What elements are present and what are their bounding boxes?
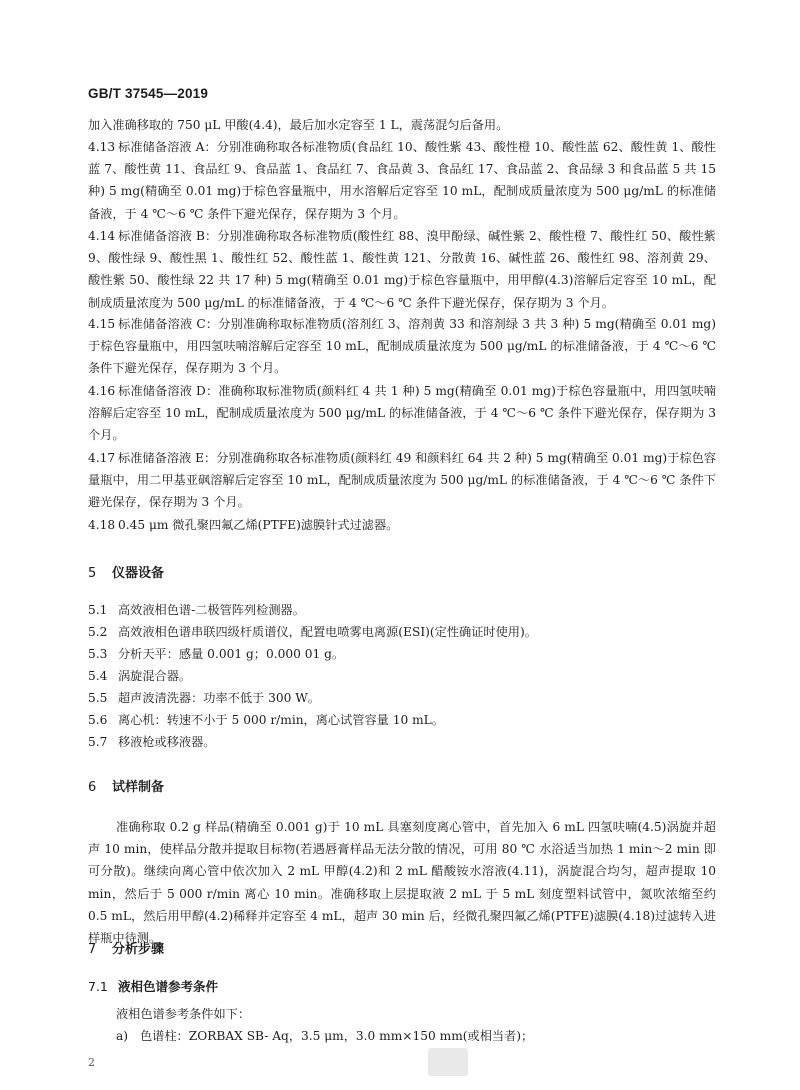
- document-header-id: GB/T 37545—2019: [88, 86, 209, 101]
- scan-smudge: [428, 1048, 468, 1076]
- item-number: 5.7: [88, 735, 108, 749]
- paragraph-text: 加入准确移取的 750 μL 甲酸(4.4)，最后加水定容至 1 L，震荡混匀后备用。: [88, 118, 509, 132]
- list-item: [88, 733, 216, 750]
- list-item: [88, 689, 320, 706]
- clause-number: 4.18: [88, 518, 116, 532]
- subsection-number: 7.1: [88, 979, 108, 994]
- list-item-a: [116, 1027, 533, 1044]
- item-number: 5.1: [88, 603, 108, 617]
- item-text: 离心机：转速不小于 5 000 r/min，离心试管容量 10 mL。: [118, 713, 444, 727]
- item-number: 5.3: [88, 647, 108, 661]
- clause-number: 4.13: [88, 140, 116, 154]
- paragraph-text: 标准储备溶液 D：准确称取标准物质(颜料红 4 共 1 种) 5 mg(精确至 0.01 mg)于棕色容量瓶中，用四氢呋喃溶解后定容至 10 mL，配制成质量浓度为 500 μg/mL 的标准储备液，于 4 ℃～6 ℃ 条件下避光保存，保存期为 3 个月。: [88, 384, 716, 443]
- section-heading-6: [88, 776, 164, 795]
- section-title: 试样制备: [112, 780, 165, 795]
- paragraph-4-14: [88, 225, 716, 314]
- item-text: 涡旋混合器。: [118, 669, 192, 683]
- item-number: 5.4: [88, 669, 108, 683]
- item-number: 5.6: [88, 713, 108, 727]
- list-item: [88, 601, 305, 618]
- paragraph-text: 准确称取 0.2 g 样品(精确至 0.001 g)于 10 mL 具塞刻度离心管中，首先加入 6 mL 四氢呋喃(4.5)涡旋并超声 10 min，使样品分散并提取目标物(若遇唇膏样品无法分散的情况，可用 80 ℃ 水浴适当加热 1 min～2 min 即可分散)。继续向离心管中依次加入 2 mL 甲醇(4.2)和 2 mL 醋酸铵水溶液(4.11)，涡旋混合均匀，超声提取 10 min，然后于 5 000 r/min 离心 10 min。准确移取上层提取液 2 mL 于 5 mL 刻度塑料试管中，氮吹浓缩至约 0.5 mL，然后用甲醇(4.2)稀释并定容至 4 mL，超声 30 min 后，经微孔聚四氟乙烯(PTFE)滤膜(4.18)过滤转入进样瓶中待测。: [88, 820, 716, 946]
- item-text: 色谱柱：ZORBAX SB- Aq，3.5 μm，3.0 mm×150 mm(或相当者)；: [140, 1029, 534, 1043]
- clause-number: 4.14: [88, 229, 116, 243]
- paragraph-section-6: [88, 816, 716, 949]
- clause-number: 4.16: [88, 384, 116, 398]
- item-text: 高效液相色谱串联四级杆质谱仪，配置电喷雾电离源(ESI)(定性确证时使用)。: [118, 625, 537, 639]
- paragraph-4-18: [88, 514, 716, 536]
- list-item: [88, 711, 444, 728]
- paragraph-4-13: [88, 136, 716, 225]
- list-item: [88, 667, 191, 684]
- paragraph-text: 标准储备溶液 C：分别准确称取标准物质(溶剂红 3、溶剂黄 33 和溶剂绿 3 共 3 种) 5 mg(精确至 0.01 mg)于棕色容量瓶中，用四氢呋喃溶解后定容至 10 mL，配制成质量浓度为 500 μg/mL 的标准储备液，于 4 ℃～6 ℃ 条件下避光保存，保存期为 3 个月。: [88, 317, 716, 376]
- paragraph-text: 液相色谱参考条件如下：: [116, 1007, 251, 1021]
- subsection-title: 液相色谱参考条件: [118, 979, 219, 994]
- section-number: 5: [88, 566, 97, 581]
- paragraph-4-17: [88, 447, 716, 514]
- item-number: 5.2: [88, 625, 108, 639]
- section-number: 7: [88, 942, 97, 957]
- paragraph-continuation: [88, 114, 716, 136]
- list-item: [88, 645, 344, 662]
- clause-number: 4.15: [88, 317, 116, 331]
- paragraph-intro: [116, 1005, 250, 1022]
- clause-number: 4.17: [88, 451, 116, 465]
- list-item: [88, 623, 537, 640]
- section-title: 仪器设备: [112, 566, 165, 581]
- section-heading-5: [88, 562, 164, 581]
- item-text: 分析天平：感量 0.001 g；0.000 01 g。: [118, 647, 345, 661]
- paragraph-text: 标准储备溶液 A：分别准确称取各标准物质(食品红 10、酸性紫 43、酸性橙 10、酸性蓝 62、酸性黄 1、酸性蓝 7、酸性黄 11、食品红 9、食品蓝 1、食品红 7、食品黄 3、食品红 17、食品蓝 2、食品绿 3 和食品蓝 5 共 15 种) 5 mg(精确至 0.01 mg)于棕色容量瓶中，用水溶解后定容至 10 mL，配制成质量浓度为 500 μg/mL 的标准储备液，于 4 ℃～6 ℃ 条件下避光保存，保存期为 3 个月。: [88, 140, 716, 221]
- section-number: 6: [88, 780, 97, 795]
- paragraph-4-16: [88, 380, 716, 447]
- paragraph-text: 0.45 μm 微孔聚四氟乙烯(PTFE)滤膜针式过滤器。: [118, 518, 399, 532]
- item-number: 5.5: [88, 691, 108, 705]
- page-number: 2: [88, 1056, 95, 1069]
- paragraph-4-15: [88, 313, 716, 380]
- paragraph-text: 标准储备溶液 E：分别准确称取各标准物质(颜料红 49 和颜料红 64 共 2 种) 5 mg(精确至 0.01 mg)于棕色容量瓶中，用二甲基亚砜溶解后定容至 10 mL，配制成质量浓度为 500 μg/mL 的标准储备液，于 4 ℃～6 ℃ 条件下避光保存，保存期为 3 个月。: [88, 451, 716, 510]
- item-label: a): [116, 1029, 129, 1043]
- section-title: 分析步骤: [112, 942, 165, 957]
- section-heading-7: [88, 938, 164, 957]
- item-text: 移液枪或移液器。: [118, 735, 216, 749]
- item-text: 高效液相色谱-二极管阵列检测器。: [118, 603, 305, 617]
- subsection-heading-7-1: [88, 977, 218, 995]
- item-text: 超声波清洗器：功率不低于 300 W。: [118, 691, 320, 705]
- paragraph-text: 标准储备溶液 B：分别准确称取各标准物质(酸性红 88、溴甲酚绿、碱性紫 2、酸性橙 7、酸性红 50、酸性紫 9、酸性绿 9、酸性黑 1、酸性红 52、酸性蓝 1、酸性黄 121、分散黄 16、碱性蓝 26、酸性红 98、溶剂黄 29、酸性紫 50、酸性绿 22 共 17 种) 5 mg(精确至 0.01 mg)于棕色容量瓶中，用甲醇(4.3)溶解后定容至 10 mL，配制成质量浓度为 500 μg/mL 的标准储备液，于 4 ℃～6 ℃ 条件下避光保存，保存期为 3 个月。: [88, 229, 716, 310]
